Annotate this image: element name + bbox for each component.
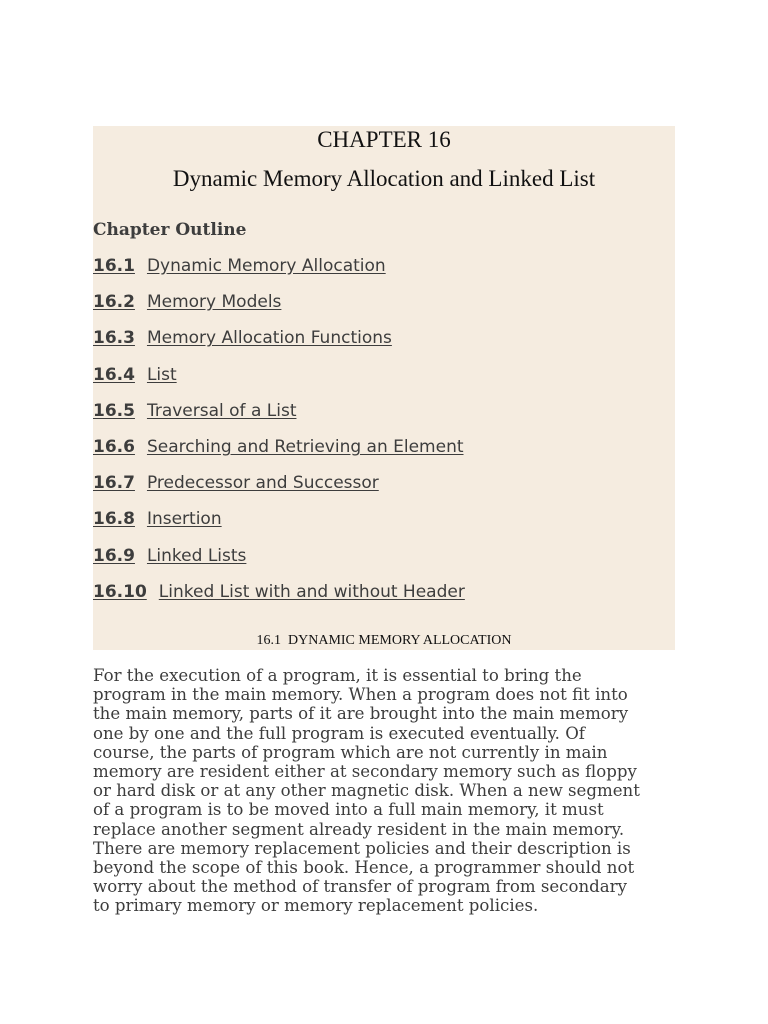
outline-link-16-8[interactable] bbox=[93, 509, 465, 545]
outline-label: Dynamic Memory Allocation bbox=[146, 256, 386, 276]
outline-number: 16.3 bbox=[93, 328, 135, 349]
paragraph-line: the main memory, parts of it are brought into the main memory bbox=[93, 704, 629, 724]
outline-number: 16.7 bbox=[93, 473, 135, 494]
outline-link-16-2[interactable] bbox=[93, 292, 465, 328]
outline-label: Memory Allocation Functions bbox=[146, 328, 392, 349]
chapter-number: CHAPTER 16 bbox=[317, 127, 451, 152]
outline-label: Traversal of a List bbox=[146, 400, 297, 421]
outline-label: Predecessor and Successor bbox=[146, 473, 379, 494]
section-heading: 16.1 DYNAMIC MEMORY ALLOCATION bbox=[256, 633, 512, 648]
chapter-title: Dynamic Memory Allocation and Linked List bbox=[172, 166, 596, 191]
outline-link-16-4[interactable] bbox=[93, 365, 465, 401]
outline-label: Memory Models bbox=[146, 292, 282, 313]
paragraph-line: to primary memory or memory replacement policies. bbox=[93, 896, 539, 916]
outline-number: 16.10 bbox=[93, 581, 147, 602]
paragraph-line: There are memory replacement policies and their description is bbox=[93, 838, 631, 858]
outline-number: 16.4 bbox=[93, 364, 135, 385]
paragraph-line: of a program is to be moved into a full main memory, it must bbox=[93, 800, 604, 820]
outline-label: Searching and Retrieving an Element bbox=[146, 436, 464, 457]
paragraph-line: For the execution of a program, it is essential to bring the bbox=[93, 666, 582, 685]
outline-label: Insertion bbox=[146, 509, 222, 530]
outline-number: 16.1 bbox=[93, 256, 135, 276]
outline-number: 16.2 bbox=[93, 292, 135, 313]
outline-number: 16.9 bbox=[93, 545, 135, 566]
outline-link-16-7[interactable] bbox=[93, 473, 465, 509]
outline-label: List bbox=[146, 364, 177, 385]
outline-link-16-6[interactable] bbox=[93, 437, 465, 473]
outline-link-16-9[interactable] bbox=[93, 546, 465, 582]
paragraph-line: or hard disk or at any other magnetic disk. When a new segment bbox=[93, 781, 640, 801]
outline-number: 16.5 bbox=[93, 400, 135, 421]
paragraph-line: program in the main memory. When a program does not fit into bbox=[93, 685, 628, 705]
paragraph-line: memory are resident either at secondary memory such as floppy bbox=[93, 762, 637, 782]
outline-label: Linked List with and without Header bbox=[158, 581, 465, 602]
outline-link-16-5[interactable] bbox=[93, 401, 465, 437]
paragraph-line: one by one and the full program is executed eventually. Of bbox=[93, 723, 585, 743]
outline-link-16-3[interactable] bbox=[93, 328, 465, 364]
outline-label: Linked Lists bbox=[146, 545, 247, 566]
outline-number: 16.6 bbox=[93, 436, 135, 457]
paragraph-line: replace another segment already resident in the main memory. bbox=[93, 819, 625, 839]
paragraph-line: beyond the scope of this book. Hence, a programmer should not bbox=[93, 858, 635, 878]
outline-heading: Chapter Outline bbox=[93, 220, 247, 240]
paragraph-line: worry about the method of transfer of program from secondary bbox=[93, 877, 627, 897]
outline-list bbox=[93, 256, 465, 618]
paragraph-line: course, the parts of program which are not currently in main bbox=[93, 742, 608, 762]
outline-link-16-10[interactable] bbox=[93, 582, 465, 618]
outline-link-16-1[interactable] bbox=[93, 256, 465, 292]
outline-number: 16.8 bbox=[93, 509, 135, 530]
section-body-paragraph bbox=[93, 666, 675, 916]
